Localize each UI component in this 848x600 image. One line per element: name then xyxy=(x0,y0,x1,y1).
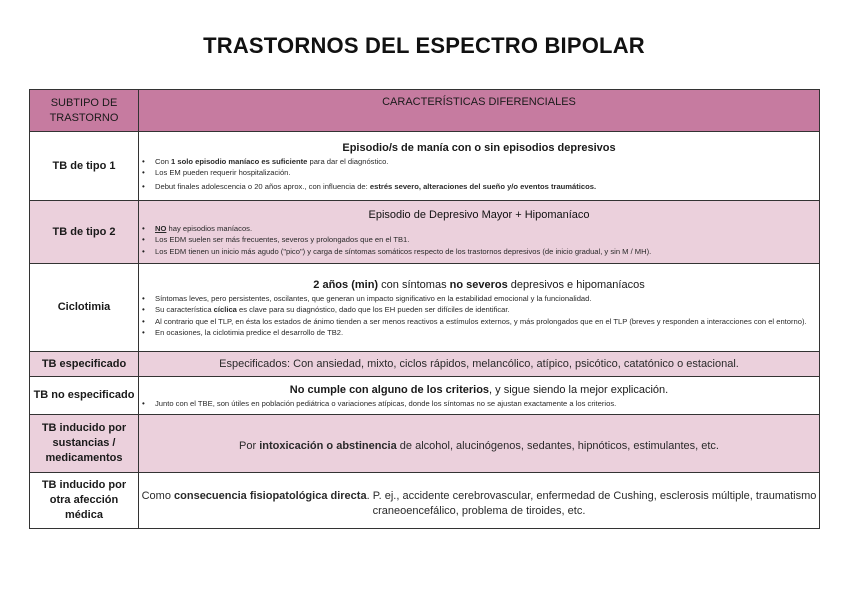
row-text: Como consecuencia fisiopatológica directa. P. ej., accidente cerebrovascular, enfermedad de Cushing, esclerosis múltiple, traumatismo craneoencefálico, problema de tiroides, etc. xyxy=(141,489,817,517)
subtype-cell: TB de tipo 1 xyxy=(30,132,139,201)
row-heading: No cumple con alguno de los criterios, y sigue siendo la mejor explicación. xyxy=(289,383,669,396)
description-cell xyxy=(139,264,820,352)
row-text: Especificados: Con ansiedad, mixto, ciclos rápidos, melancólico, atípico, psicótico, catatónico o estacional. xyxy=(219,357,739,370)
list-item: • Debut finales adolescencia o 20 años aprox., con influencia de: estrés severo, alteraciones del sueño y/o eventos traumáticos. xyxy=(155,181,819,193)
list-item: • NO hay episodios maníacos. xyxy=(155,223,819,235)
subtype-cell: TB de tipo 2 xyxy=(30,201,139,264)
description-cell xyxy=(139,352,820,377)
list-item: • Los EDM tienen un inicio más agudo ("pico") y carga de síntomas somáticos respecto de los trastornos depresivos (de inicio gradual, y sin M / MH). xyxy=(155,246,819,258)
table-row xyxy=(30,132,820,201)
table-row xyxy=(30,352,820,377)
table-row xyxy=(30,473,820,529)
subtype-cell: Ciclotimia xyxy=(30,264,139,352)
row-heading: Episodio de Depresivo Mayor + Hipomaníaco xyxy=(368,208,590,221)
table-header-row xyxy=(30,90,820,132)
subtype-cell: TB inducido por otra afección médica xyxy=(30,473,139,529)
bullet-list xyxy=(139,293,819,339)
bullet-list xyxy=(139,223,819,258)
description-cell xyxy=(139,473,820,529)
page-title: TRASTORNOS DEL ESPECTRO BIPOLAR xyxy=(203,33,645,58)
bullet-list xyxy=(139,156,819,193)
subtype-cell: TB no especificado xyxy=(30,377,139,415)
row-heading: 2 años (min) con síntomas no severos depresivos e hipomaníacos xyxy=(313,278,645,291)
row-text: Por intoxicación o abstinencia de alcohol, alucinógenos, sedantes, hipnóticos, estimulantes, etc. xyxy=(239,440,719,452)
bipolar-table xyxy=(29,89,820,529)
description-cell xyxy=(139,201,820,264)
list-item: • En ocasiones, la ciclotimia predice el desarrollo de TB2. xyxy=(155,327,819,339)
table-row xyxy=(30,264,820,352)
table-row xyxy=(30,201,820,264)
header-characteristics: CARACTERÍSTICAS DIFERENCIALES xyxy=(139,90,820,132)
list-item: • Con 1 solo episodio maníaco es suficiente para dar el diagnóstico. xyxy=(155,156,819,168)
description-cell xyxy=(139,377,820,415)
description-cell xyxy=(139,132,820,201)
list-item: • Los EDM suelen ser más frecuentes, severos y prolongados que en el TB1. xyxy=(155,234,819,246)
header-subtype: SUBTIPO DE TRASTORNO xyxy=(30,90,139,132)
list-item: • Al contrario que el TLP, en ésta los estados de ánimo tienden a ser menos reactivos a estímulos externos, y más prolongados que en el TLP (breves y responden a interacciones con el entorno). xyxy=(155,316,819,328)
list-item: • Los EM pueden requerir hospitalización. xyxy=(155,167,819,179)
list-item: • Junto con el TBE, son útiles en población pediátrica o variaciones atípicas, donde los síntomas no se ajustan exactamente a los criterios. xyxy=(155,398,819,410)
table-row xyxy=(30,415,820,473)
list-item: • Síntomas leves, pero persistentes, oscilantes, que generan un impacto significativo en la estabilidad emocional y la funcionalidad. xyxy=(155,293,819,305)
subtype-cell: TB inducido por sustancias / medicamentos xyxy=(30,415,139,473)
row-heading: Episodio/s de manía con o sin episodios depresivos xyxy=(342,141,616,154)
subtype-cell: TB especificado xyxy=(30,352,139,377)
table-row xyxy=(30,377,820,415)
bullet-list xyxy=(139,398,819,410)
description-cell xyxy=(139,415,820,473)
list-item: • Su característica cíclica es clave para su diagnóstico, dado que los EH pueden ser difíciles de identificar. xyxy=(155,304,819,316)
